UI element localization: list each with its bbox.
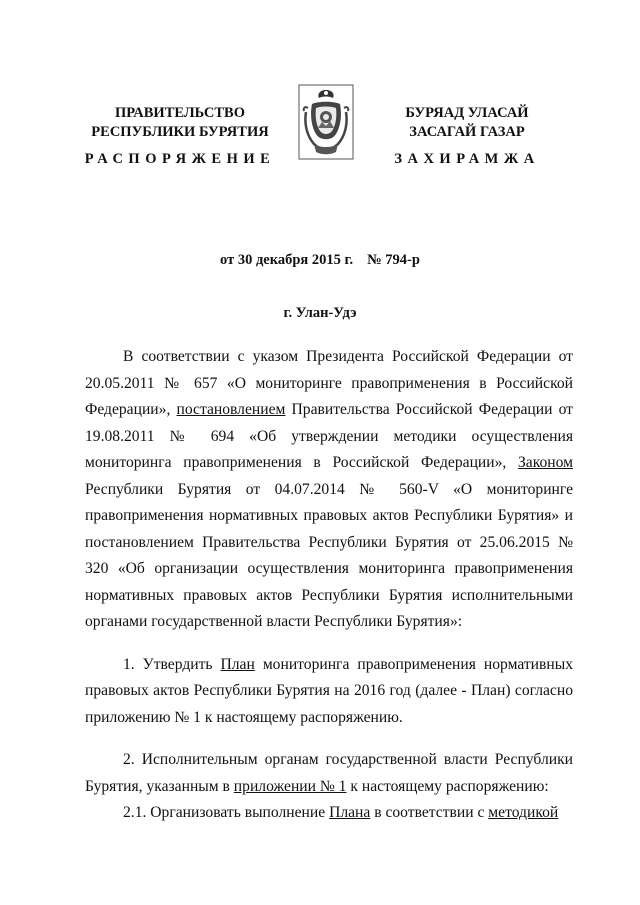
government-name-bur-line1: БУРЯАД УЛАСАЙ bbox=[405, 105, 529, 121]
text-run: 1. Утвердить bbox=[123, 655, 221, 673]
text-run: 2. Исполнительным органам государственной власти Республики Бурятия, указанным в bbox=[85, 751, 573, 795]
paragraph-item-2-1 bbox=[85, 800, 573, 827]
document-number: № 794-р bbox=[367, 252, 420, 268]
text-run: к настоящему распоряжению: bbox=[346, 777, 549, 795]
government-name-line2: РЕСПУБЛИКИ БУРЯТИЯ bbox=[91, 124, 269, 140]
document-type-bur: ЗАХИРАМЖА bbox=[394, 151, 540, 167]
coat-of-arms-icon bbox=[298, 84, 354, 160]
link-prilozhenie-1[interactable]: приложении № 1 bbox=[233, 777, 347, 795]
paragraph-item-2 bbox=[85, 747, 573, 800]
text-run: в соответствии с bbox=[370, 804, 489, 821]
document-city: г. Улан-Удэ bbox=[283, 305, 357, 321]
government-name-line1: ПРАВИТЕЛЬСТВО bbox=[115, 105, 245, 121]
header-right bbox=[352, 104, 582, 142]
text-run: мониторинга правоприменения нормативных правовых актов Республики Бурятия на 2016 год (далее - План) согласно приложению № 1 к настоящему распоряжению. bbox=[85, 655, 573, 726]
text-run: В соответствии с указом Президента Российской Федерации от 20.05.2011 № 657 «О мониторинге правоприменения в Российской Федерации», bbox=[85, 348, 573, 418]
text-run: 2.1. Организовать выполнение bbox=[123, 804, 330, 821]
document-type-ru: РАСПОРЯЖЕНИЕ bbox=[84, 151, 276, 167]
paragraph-preamble bbox=[85, 344, 573, 636]
link-plana[interactable]: Плана bbox=[329, 804, 371, 821]
link-plan[interactable]: План bbox=[220, 655, 255, 673]
link-zakonom[interactable]: Законом bbox=[517, 454, 573, 471]
text-run: Республики Бурятия от 04.07.2014 № 560-V «О мониторинге правоприменения нормативных правовых актов Республики Бурятия» и постановлением Правительства Республики Бурятия от 25.06.2015 № 320 «Об организации осуществления мониторинга правоприменения нормативных правовых актов Республики Бурятия исполнительными органами государственной власти Республики Бурятия»: bbox=[85, 480, 573, 630]
header-left bbox=[70, 104, 290, 142]
document-body bbox=[85, 344, 573, 827]
government-name-bur-line2: ЗАСАГАЙ ГАЗАР bbox=[409, 124, 525, 140]
link-metodikoy[interactable]: методикой bbox=[488, 804, 559, 821]
text-run: Правительства Российской Федерации от 19.08.2011 № 694 «Об утверждении методики осуществления мониторинга правоприменения в Российской Федерации», bbox=[85, 401, 573, 471]
paragraph-item-1 bbox=[85, 652, 573, 732]
document-date: от 30 декабря 2015 г. bbox=[220, 252, 354, 268]
document-date-number bbox=[0, 252, 640, 269]
link-postanovleniem[interactable]: постановлением bbox=[176, 401, 286, 418]
